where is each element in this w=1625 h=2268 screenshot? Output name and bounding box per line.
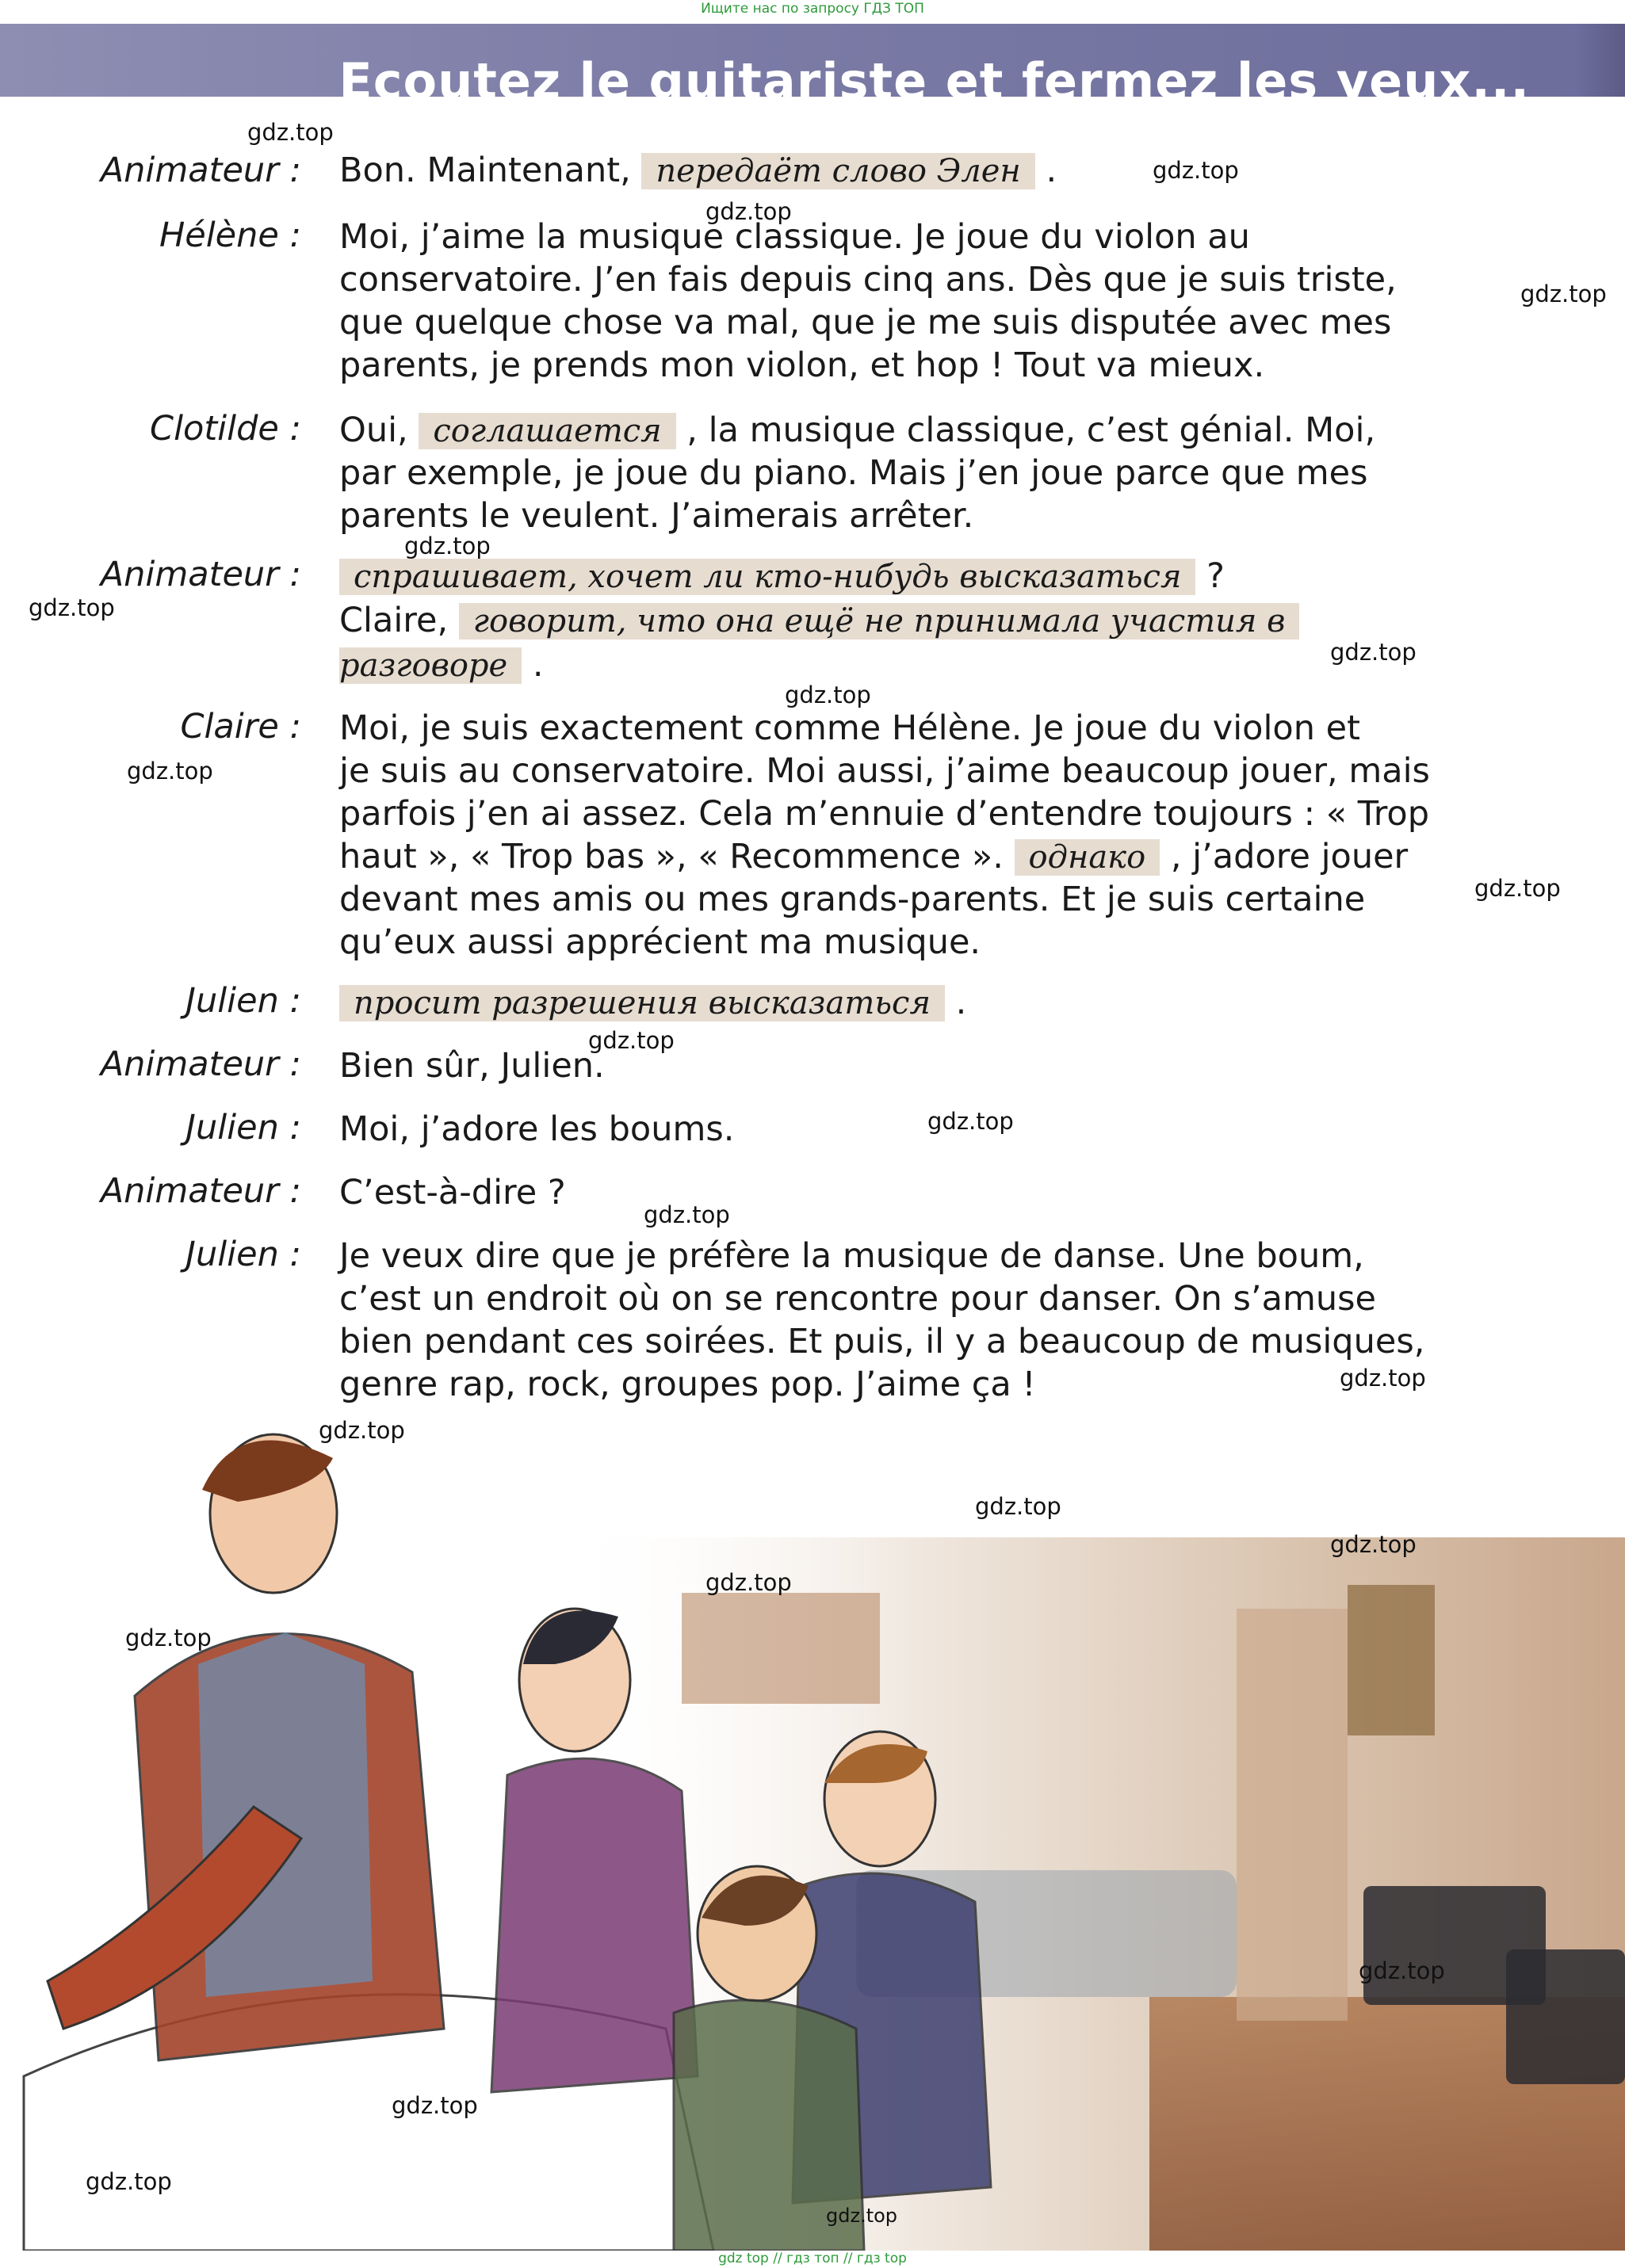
speaker-name: Julien — [185, 1108, 279, 1147]
page-title: Ecoutez le guitariste et fermez les yeux... — [338, 52, 1530, 110]
dialog-text: . — [1034, 151, 1057, 190]
watermark-text: gdz.top — [927, 1108, 1014, 1135]
dialog-text: , j’adore jouer — [1160, 837, 1409, 876]
dialog-line: devant mes amis ou mes grands-parents. Et je suis certaine — [339, 880, 1366, 919]
watermark-text: gdz.top — [404, 533, 491, 559]
watermark-text: gdz.top — [1330, 1531, 1417, 1558]
watermark-text: gdz.top — [86, 2168, 172, 2195]
highlighted-hint: передаёт слово Элен — [641, 153, 1034, 189]
speaker-label: Hélène : — [159, 216, 301, 255]
dialog-line — [339, 981, 1505, 1025]
dialog-line: Moi, je suis exactement comme Hélène. Je joue du violon et — [339, 708, 1360, 748]
bottom-footer: gdz top // гдз топ // гдз top — [718, 2251, 907, 2266]
speaker-label: Animateur : — [100, 555, 301, 594]
watermark-text: gdz.top — [247, 119, 334, 146]
dialog-line: parents, je prends mon violon, et hop ! Tout va mieux. — [339, 346, 1265, 385]
highlighted-hint: однако — [1015, 839, 1160, 876]
dialog-text: . — [944, 983, 967, 1022]
speaker-label: Claire : — [180, 707, 301, 746]
watermark-text: gdz.top — [826, 2205, 898, 2227]
speaker-name: Julien — [185, 981, 279, 1021]
watermark-text: gdz.top — [588, 1027, 675, 1054]
dialog-line — [339, 835, 1505, 879]
dialog-text: Claire, — [339, 601, 459, 640]
dialog-line — [339, 149, 1505, 193]
speaker-label: Animateur : — [100, 151, 301, 190]
dialog-line: Moi, j’aime la musique classique. Je joue du violon au — [339, 217, 1250, 257]
speaker-label: Animateur : — [100, 1171, 301, 1211]
dialog-line: par exemple, je joue du piano. Mais j’en joue parce que mes — [339, 453, 1368, 493]
highlighted-hint: разговоре — [339, 647, 522, 684]
dialog-text: haut », « Trop bas », « Recommence ». — [339, 837, 1015, 876]
dialog-line: genre rap, rock, groupes pop. J’aime ça ! — [339, 1365, 1036, 1404]
watermark-text: gdz.top — [1359, 1957, 1445, 1984]
highlighted-hint: говорит, что она ещё не принимала участия в — [459, 603, 1300, 640]
watermark-text: gdz.top — [1340, 1365, 1426, 1392]
dialog-line: c’est un endroit où on se rencontre pour danser. On s’amuse — [339, 1279, 1376, 1319]
watermark-text: gdz.top — [705, 1569, 792, 1596]
top-banner: Ищите нас по запросу ГДЗ ТОП — [701, 1, 924, 17]
highlighted-hint: спрашивает, хочет ли кто-нибудь высказаться — [339, 559, 1195, 595]
watermark-text: gdz.top — [1153, 157, 1239, 184]
speaker-label: Animateur : — [100, 1044, 301, 1084]
dialog-line: je suis au conservatoire. Moi aussi, j’aime beaucoup jouer, mais — [339, 751, 1430, 791]
speaker-name: Julien — [185, 1235, 279, 1274]
room-painting — [1348, 1585, 1435, 1735]
dialog-line: parfois j’en ai assez. Cela m’ennuie d’entendre toujours : « Trop — [339, 794, 1430, 834]
speaker-name: Animateur — [100, 151, 279, 190]
dialog-line — [339, 409, 1505, 452]
dialog-line: Je veux dire que je préfère la musique de danse. Une boum, — [339, 1236, 1364, 1276]
speaker-label: Julien : — [185, 1235, 301, 1274]
watermark-text: gdz.top — [785, 682, 871, 708]
speaker-label: Julien : — [185, 981, 301, 1021]
title-bar-edge — [1577, 24, 1625, 97]
room-door — [1237, 1609, 1348, 2021]
dialog-line: bien pendant ces soirées. Et puis, il y a beaucoup de musiques, — [339, 1322, 1425, 1361]
highlighted-hint: просит разрешения высказаться — [339, 985, 945, 1021]
dialog-line: Bien sûr, Julien. — [339, 1046, 605, 1086]
speaker-label: Clotilde : — [150, 409, 301, 449]
dialog-text: Bon. Maintenant, — [339, 151, 642, 190]
dialog-text: Oui, — [339, 410, 419, 450]
dialog-text: ? — [1195, 556, 1225, 596]
watermark-text: gdz.top — [1330, 639, 1417, 666]
watermark-text: gdz.top — [644, 1201, 730, 1228]
watermark-text: gdz.top — [125, 1625, 212, 1651]
watermark-text: gdz.top — [127, 758, 213, 785]
dialog-line: Moi, j’adore les boums. — [339, 1109, 735, 1149]
dialog-line: que quelque chose va mal, que je me suis disputée avec mes — [339, 303, 1392, 342]
speaker-name: Animateur — [100, 1044, 279, 1084]
title-bar — [0, 24, 1625, 110]
speaker-name: Animateur — [100, 1171, 279, 1211]
dialog-line: C’est-à-dire ? — [339, 1173, 566, 1212]
speaker-name: Clotilde — [150, 409, 279, 449]
watermark-text: gdz.top — [705, 198, 792, 225]
dialog-line: qu’eux aussi apprécient ma musique. — [339, 922, 981, 962]
watermark-text: gdz.top — [392, 2092, 478, 2119]
speaker-name: Claire — [180, 707, 279, 746]
watermark-text: gdz.top — [975, 1493, 1061, 1520]
highlighted-hint: соглашается — [419, 413, 675, 449]
boy-body — [491, 1758, 698, 2092]
dialog-line: conservatoire. J’en fais depuis cinq ans. Dès que je suis triste, — [339, 260, 1397, 300]
watermark-text: gdz.top — [29, 594, 115, 621]
speaker-label: Julien : — [185, 1108, 301, 1147]
dialog-line — [339, 555, 1505, 598]
tv-screen — [682, 1593, 880, 1704]
dialog-text: , la musique classique, c’est génial. Moi, — [675, 410, 1376, 450]
dialog-line — [339, 599, 1505, 643]
dialog-line: parents le veulent. J’aimerais arrêter. — [339, 496, 974, 536]
watermark-text: gdz.top — [1520, 281, 1607, 307]
speaker-name: Hélène — [159, 216, 279, 255]
boy-vest — [198, 1632, 373, 1997]
armchair — [1506, 1949, 1625, 2084]
watermark-text: gdz.top — [1474, 875, 1561, 902]
watermark-text: gdz.top — [319, 1417, 405, 1444]
speaker-name: Animateur — [100, 555, 279, 594]
dialog-text: . — [522, 645, 544, 685]
